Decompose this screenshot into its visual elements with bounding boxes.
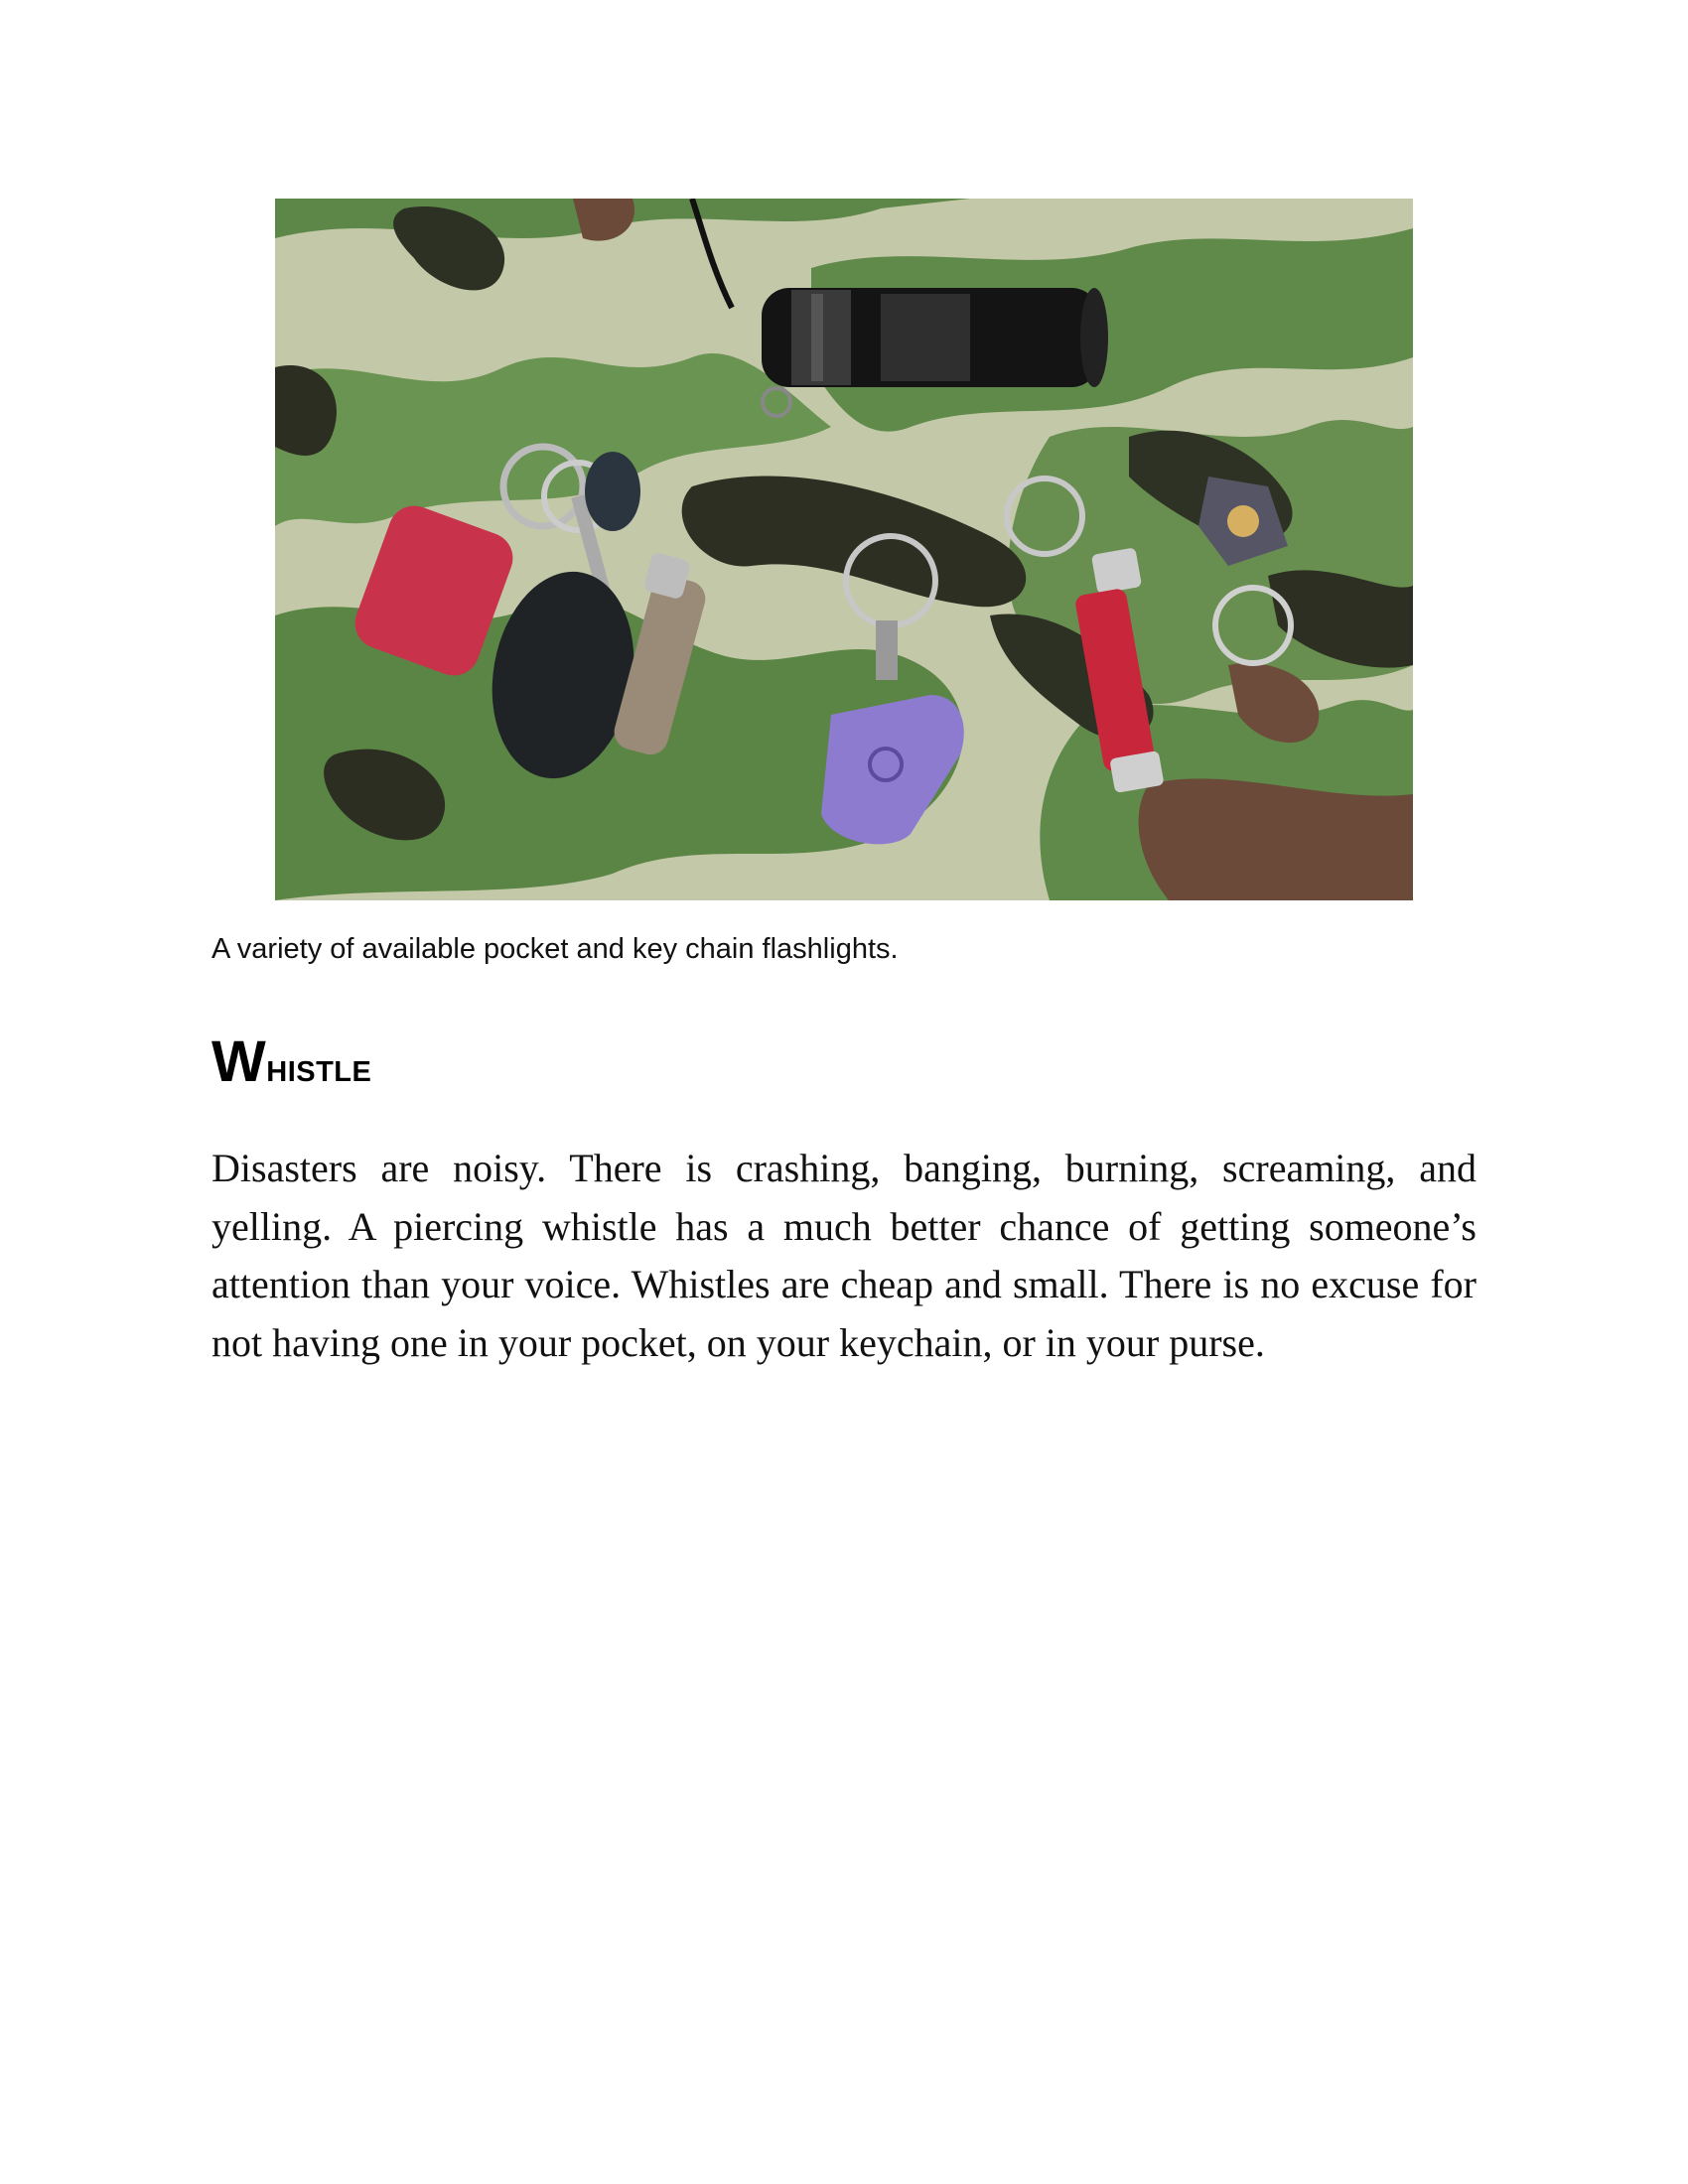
- body-paragraph: Disasters are noisy. There is crashing, banging, burning, screaming, and yelling. A piercing whistle has a much better chance of getting someone’s attention than your voice. Whistles are cheap and small. There is no excuse for not having one in your pocket, on your keychain, or in your purse.: [211, 1146, 1477, 1365]
- figure-caption: A variety of available pocket and key chain flashlights.: [211, 933, 899, 965]
- heading-first-letter: W: [211, 1029, 267, 1094]
- heading-rest: histle: [266, 1043, 372, 1090]
- section-heading: [211, 1029, 372, 1097]
- flashlights-photo: [275, 199, 1413, 900]
- flashlights-illustration: [275, 199, 1413, 900]
